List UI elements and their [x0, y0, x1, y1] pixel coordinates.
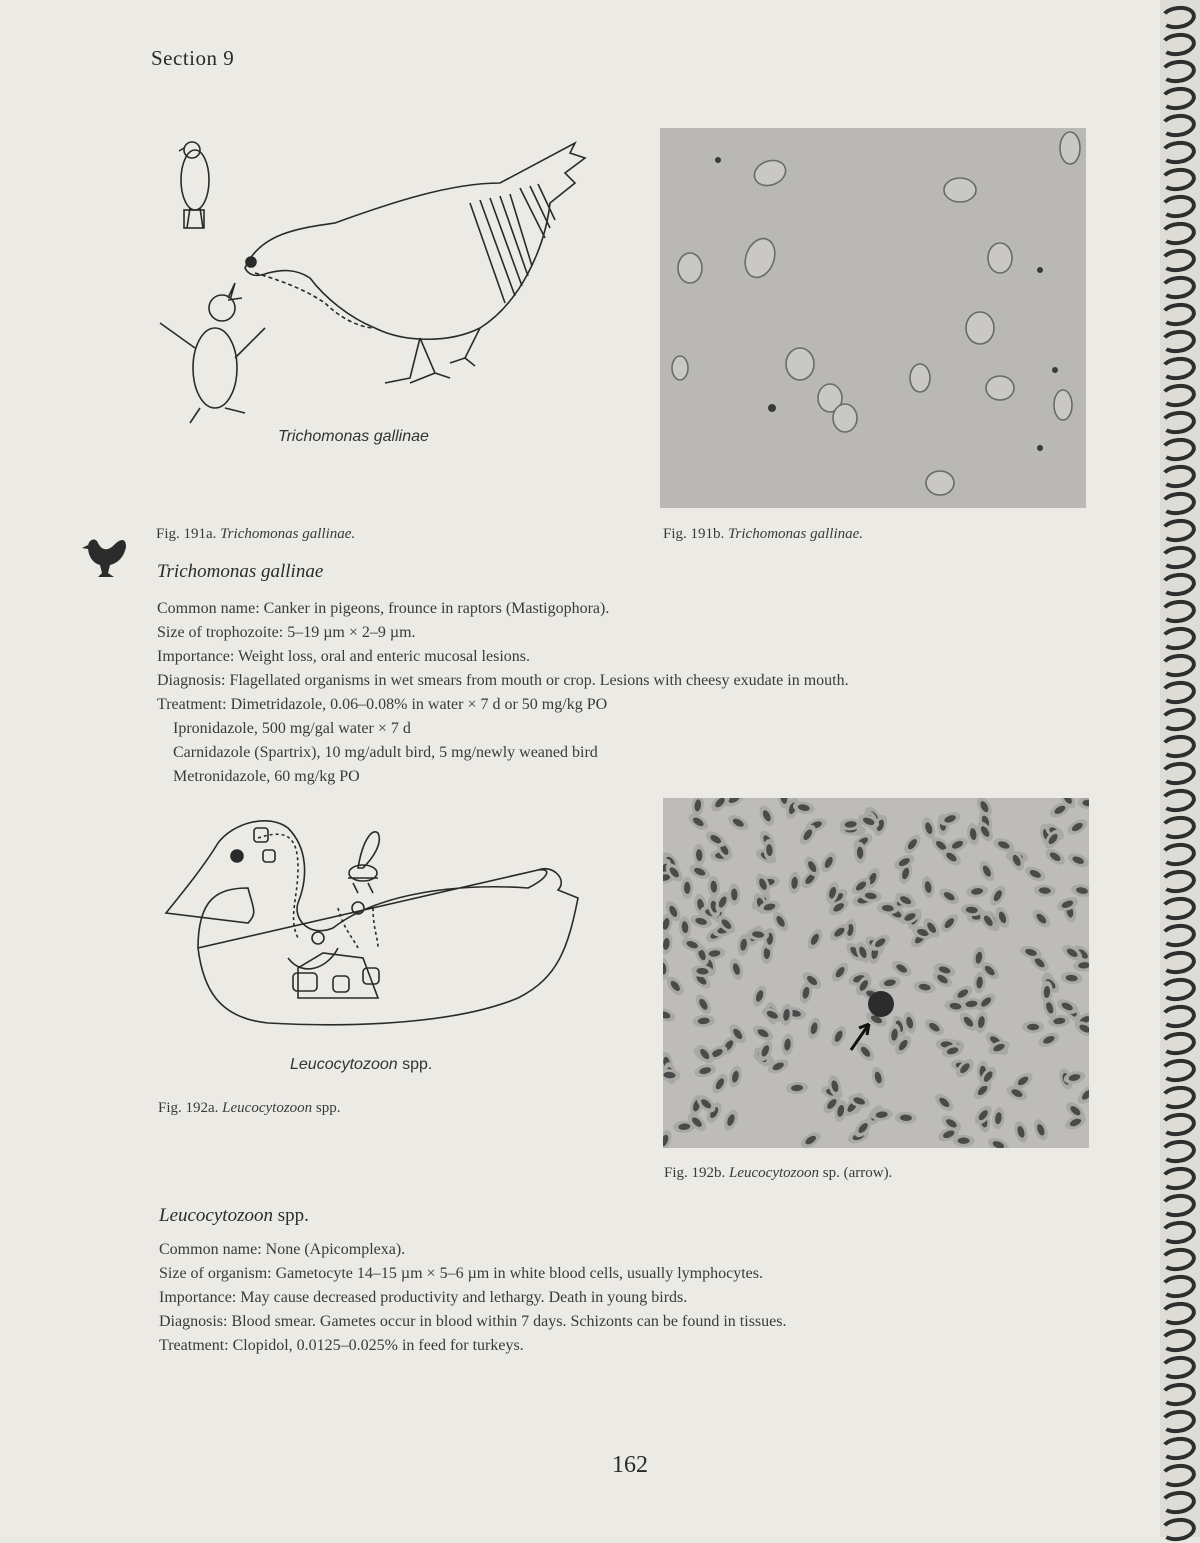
entry-body-trichomonas	[157, 597, 849, 789]
spiral-coil	[1159, 760, 1198, 788]
red-blood-cell	[818, 850, 839, 875]
caption-species: Trichomonas gallinae.	[220, 526, 356, 542]
red-blood-cell	[973, 971, 987, 994]
spiral-coil	[1159, 436, 1198, 464]
spiral-coil	[1159, 1138, 1198, 1166]
red-blood-cell	[728, 957, 746, 981]
red-blood-cell	[681, 877, 693, 899]
red-blood-cell	[1073, 959, 1089, 973]
spiral-coil	[1159, 193, 1198, 221]
entry-heading-trichomonas: Trichomonas gallinae	[157, 561, 324, 582]
duck-leucocytozoon-drawing	[158, 798, 598, 1088]
spiral-coil	[1159, 1435, 1198, 1463]
entry-line: Importance: Weight loss, oral and enteric mucosal lesions.	[157, 648, 530, 665]
red-blood-cell	[1029, 907, 1053, 931]
spiral-coil	[1159, 166, 1198, 194]
spiral-coil	[1159, 868, 1198, 896]
trichomonas-micrograph	[660, 128, 1086, 508]
spiral-coil	[1159, 409, 1198, 437]
spiral-coil	[1159, 895, 1198, 923]
red-blood-cell	[952, 1135, 974, 1147]
spiral-coil	[1159, 625, 1198, 653]
spiral-coil	[1159, 274, 1198, 302]
red-blood-cell	[693, 992, 715, 1017]
spiral-coil	[1159, 517, 1198, 545]
red-blood-cell	[756, 803, 777, 828]
pigeon-drawing-illustration	[150, 128, 610, 458]
red-blood-cell	[1066, 851, 1089, 870]
chicken-icon	[80, 533, 128, 583]
red-blood-cell	[663, 957, 670, 980]
spiral-coil	[1159, 1300, 1198, 1328]
red-blood-cell	[728, 883, 741, 905]
heading-genus: Leucocytozoon	[159, 1205, 273, 1226]
treatment-line: Metronidazole, 60 mg/kg PO	[173, 768, 360, 785]
red-blood-cell	[932, 1091, 956, 1114]
red-blood-cell	[920, 816, 938, 841]
spiral-coil	[1159, 112, 1198, 140]
entry-line: Diagnosis: Flagellated organisms in wet smears from mouth or crop. Lesions with cheesy exudate in mouth.	[157, 672, 849, 689]
red-blood-cell	[1036, 1030, 1061, 1050]
spiral-coil	[1159, 706, 1198, 734]
red-blood-cell	[965, 884, 988, 899]
entry-heading-leucocytozoon	[159, 1205, 309, 1227]
spiral-coil	[1159, 463, 1198, 491]
red-blood-cell	[750, 984, 769, 1009]
red-blood-cell	[987, 883, 1008, 908]
gametocyte-cell	[868, 991, 894, 1017]
red-blood-cell	[786, 1081, 809, 1094]
spiral-binding	[1160, 0, 1200, 1537]
red-blood-cell	[920, 875, 936, 899]
spiral-coil	[1159, 1246, 1198, 1274]
spiral-coil	[1159, 1084, 1198, 1112]
spiral-coil	[1159, 328, 1198, 356]
red-blood-cell	[798, 1129, 823, 1148]
red-blood-cell	[1033, 884, 1056, 898]
red-blood-cell	[937, 885, 962, 907]
entry-line: Size of trophozoite: 5–19 µm × 2–9 µm.	[157, 624, 416, 641]
red-blood-cell	[806, 1016, 823, 1040]
red-blood-cell	[663, 1128, 674, 1148]
spiral-coil	[1159, 4, 1198, 32]
red-blood-cell	[889, 958, 914, 980]
spiral-coil	[1159, 58, 1198, 86]
leucocytozoon-blood-smear	[663, 798, 1089, 1148]
red-blood-cell	[663, 1068, 681, 1082]
red-blood-cell	[1075, 1083, 1089, 1107]
entry-line: Treatment: Dimetridazole, 0.06–0.08% in water × 7 d or 50 mg/kg PO	[157, 696, 608, 713]
red-blood-cell	[986, 1135, 1011, 1148]
heading-spp: spp.	[277, 1205, 309, 1226]
spiral-coil	[1159, 301, 1198, 329]
spiral-coil	[1159, 247, 1198, 275]
red-blood-cell	[780, 1033, 795, 1056]
micrograph-cells	[660, 128, 1086, 508]
red-blood-cell	[726, 812, 751, 833]
red-blood-cell	[804, 927, 825, 952]
figure-192b-caption	[664, 1165, 892, 1182]
entry-line: Common name: None (Apicomplexa).	[159, 1241, 406, 1258]
red-blood-cell	[727, 1065, 744, 1089]
red-blood-cell	[829, 960, 852, 985]
pigeon-trichomonas-drawing	[150, 128, 610, 458]
entry-body-leucocytozoon	[159, 1238, 786, 1358]
figure-192a-caption	[158, 1100, 341, 1117]
red-blood-cell	[922, 1016, 947, 1038]
entry-line: Size of organism: Gametocyte 14–15 µm × 5–6 µm in white blood cells, usually lymphocytes.	[159, 1265, 763, 1282]
red-blood-cell	[709, 1071, 730, 1096]
red-blood-cell	[870, 1065, 887, 1089]
spiral-coil	[1159, 139, 1198, 167]
figure-191b-caption	[663, 526, 863, 543]
spiral-coil	[1159, 1003, 1198, 1031]
red-blood-cell	[895, 1111, 918, 1124]
red-blood-cell	[692, 1014, 715, 1028]
caption-number: Fig. 192a.	[158, 1100, 219, 1116]
red-blood-cell	[828, 1024, 848, 1049]
caption-tail: sp. (arrow).	[822, 1165, 893, 1181]
spiral-coil	[1159, 85, 1198, 113]
red-blood-cell	[937, 911, 961, 935]
spiral-coil	[1159, 1192, 1198, 1220]
treatment-line: Carnidazole (Spartrix), 10 mg/adult bird, 5 mg/newly weaned bird	[173, 744, 598, 761]
spiral-coil	[1159, 814, 1198, 842]
blood-smear-cells	[663, 798, 1089, 1148]
caption-species: Leucocytozoon	[222, 1100, 313, 1116]
entry-line: Diagnosis: Blood smear. Gametes occur in blood within 7 days. Schizonts can be found in tissues.	[159, 1313, 787, 1330]
spiral-coil	[1159, 382, 1198, 410]
duck-drawing-illustration	[158, 798, 598, 1038]
red-blood-cell	[1070, 883, 1089, 899]
section-label: Section 9	[151, 46, 235, 70]
spiral-coil	[1159, 544, 1198, 572]
spiral-coil	[1159, 1462, 1198, 1490]
red-blood-cell	[707, 875, 721, 898]
spiral-coil	[1159, 1516, 1198, 1543]
caption-number: Fig. 191a.	[156, 526, 217, 542]
spiral-coil	[1159, 31, 1198, 59]
spiral-coil	[1159, 652, 1198, 680]
entry-line: Importance: May cause decreased productivity and lethargy. Death in young birds.	[159, 1289, 688, 1306]
page-number: 162	[612, 1452, 648, 1478]
red-blood-cell	[1077, 798, 1089, 810]
red-blood-cell	[1060, 971, 1083, 985]
spiral-coil	[1159, 1327, 1198, 1355]
red-blood-cell	[663, 1006, 677, 1024]
red-blood-cell	[678, 916, 692, 939]
red-blood-cell	[1022, 1021, 1044, 1033]
spiral-coil	[1159, 1219, 1198, 1247]
red-blood-cell	[693, 1062, 717, 1079]
entry-line: Treatment: Clopidol, 0.0125–0.025% in feed for turkeys.	[159, 1337, 524, 1354]
treatment-line: Ipronidazole, 500 mg/gal water × 7 d	[173, 720, 411, 737]
caption-number: Fig. 191b.	[663, 526, 725, 542]
spiral-coil	[1159, 1057, 1198, 1085]
red-blood-cell	[901, 832, 924, 857]
caption-species: Leucocytozoon	[729, 1165, 819, 1181]
red-blood-cell	[878, 975, 902, 991]
spiral-coil	[1159, 1165, 1198, 1193]
spiral-coil	[1159, 733, 1198, 761]
spiral-coil	[1159, 220, 1198, 248]
spiral-coil	[1159, 1354, 1198, 1382]
red-blood-cell	[974, 1010, 990, 1034]
spiral-coil	[1159, 679, 1198, 707]
spiral-coil	[1159, 841, 1198, 869]
spiral-coil	[1159, 976, 1198, 1004]
spiral-coil	[1159, 787, 1198, 815]
red-blood-cell	[976, 859, 997, 884]
red-blood-cell	[1023, 864, 1048, 884]
spiral-coil	[1159, 1273, 1198, 1301]
spiral-coil	[1159, 949, 1198, 977]
spiral-coil	[1159, 1489, 1198, 1517]
figure-191a-caption	[156, 526, 355, 543]
label-genus: Leucocytozoon	[290, 1056, 398, 1073]
caption-number: Fig. 192b.	[664, 1165, 726, 1181]
red-blood-cell	[788, 872, 802, 895]
red-blood-cell	[693, 844, 706, 867]
spiral-coil	[1159, 355, 1198, 383]
red-blood-cell	[663, 932, 674, 955]
red-blood-cell	[913, 979, 937, 994]
red-blood-cell	[991, 1106, 1006, 1129]
entry-line: Common name: Canker in pigeons, frounce in raptors (Mastigophora).	[157, 600, 610, 617]
red-blood-cell	[1031, 1117, 1050, 1142]
spiral-coil	[1159, 490, 1198, 518]
red-blood-cell	[1043, 846, 1068, 868]
spiral-coil	[1159, 1408, 1198, 1436]
red-blood-cell	[1065, 816, 1089, 838]
red-blood-cell	[1012, 1120, 1030, 1145]
spiral-coil	[1159, 1111, 1198, 1139]
label-spp: spp.	[402, 1056, 433, 1073]
spiral-coil	[1159, 1381, 1198, 1409]
spiral-coil	[1159, 571, 1198, 599]
spiral-coil	[1159, 922, 1198, 950]
red-blood-cell	[721, 1108, 740, 1133]
spiral-coil	[1159, 1030, 1198, 1058]
figure-192a-label	[290, 1056, 432, 1074]
caption-tail: spp.	[315, 1100, 341, 1116]
caption-species: Trichomonas gallinae.	[728, 526, 864, 542]
red-blood-cell	[751, 1023, 776, 1044]
figure-191a-label: Trichomonas gallinae	[278, 428, 429, 445]
spiral-coil	[1159, 598, 1198, 626]
